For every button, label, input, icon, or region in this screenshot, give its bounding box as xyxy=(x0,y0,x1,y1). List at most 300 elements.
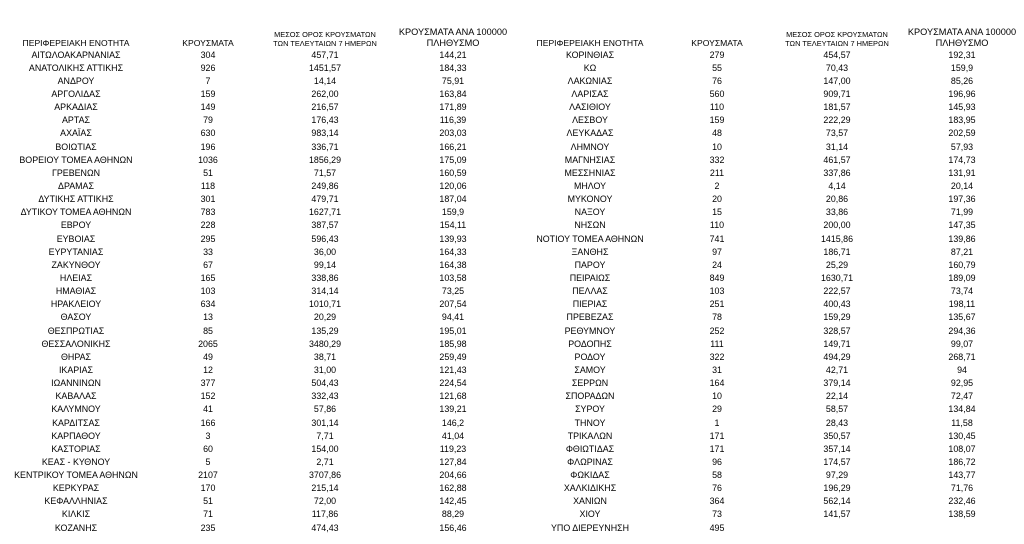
table-row xyxy=(520,390,1024,403)
avg-7-days-cell: 454,57 xyxy=(823,49,851,60)
per-100k-cell: 171,89 xyxy=(439,102,467,113)
region-cell: ΧΑΛΚΙΔΙΚΗΣ xyxy=(563,483,617,494)
avg-7-days-cell: 31,00 xyxy=(313,364,337,375)
per-100k-cell: 198,11 xyxy=(948,299,976,310)
region-cell: ΦΛΩΡΙΝΑΣ xyxy=(567,456,613,467)
per-100k-cell: 94 xyxy=(957,364,967,375)
table-row xyxy=(520,337,1024,350)
per-100k-cell: 162,88 xyxy=(439,483,467,494)
per-100k-cell: 147,35 xyxy=(948,220,976,231)
avg-7-days-cell: 479,71 xyxy=(311,194,339,205)
table-row xyxy=(520,219,1024,232)
header-per100k-line2: ΠΛΗΘΥΣΜΟ xyxy=(426,37,480,48)
region-cell: ΡΟΔΟΠΗΣ xyxy=(568,338,612,349)
region-cell: ΣΥΡΟΥ xyxy=(575,404,605,415)
avg-7-days-cell: 504,43 xyxy=(311,378,339,389)
table-row xyxy=(0,140,520,153)
avg-7-days-cell: 1010,71 xyxy=(308,299,342,310)
avg-7-days-cell: 57,86 xyxy=(313,404,337,415)
avg-7-days-cell: 42,71 xyxy=(825,364,849,375)
cases-cell: 41 xyxy=(203,404,213,415)
per-100k-cell: 116,39 xyxy=(439,115,467,126)
region-cell: ΚΕΝΤΡΙΚΟΥ ΤΟΜΕΑ ΑΘΗΝΩΝ xyxy=(14,470,138,481)
per-100k-cell: 75,91 xyxy=(441,75,465,86)
avg-7-days-cell: 562,14 xyxy=(823,496,851,507)
table-row xyxy=(520,508,1024,521)
per-100k-cell: 130,45 xyxy=(948,430,976,441)
region-cell: ΚΑΡΔΙΤΣΑΣ xyxy=(52,417,100,428)
table-row xyxy=(0,153,520,166)
region-cell: ΡΕΘΥΜΝΟΥ xyxy=(564,325,616,336)
region-cell: ΑΡΓΟΛΙΔΑΣ xyxy=(51,88,101,99)
avg-7-days-cell: 1630,71 xyxy=(820,272,854,283)
cases-cell: 110 xyxy=(709,102,725,113)
right-table-header xyxy=(520,12,1024,48)
table-row xyxy=(520,469,1024,482)
table-row xyxy=(520,258,1024,271)
region-cell: ΕΥΒΟΙΑΣ xyxy=(56,233,96,244)
table-row xyxy=(520,363,1024,376)
per-100k-cell: 121,43 xyxy=(439,364,467,375)
avg-7-days-cell: 25,29 xyxy=(825,259,849,270)
table-row xyxy=(520,442,1024,455)
header-per100k-line2: ΠΛΗΘΥΣΜΟ xyxy=(935,37,989,48)
region-cell: ΓΡΕΒΕΝΩΝ xyxy=(51,167,101,178)
per-100k-cell: 135,67 xyxy=(948,312,976,323)
avg-7-days-cell: 186,71 xyxy=(823,246,851,257)
table-row xyxy=(0,258,520,271)
avg-7-days-cell: 379,14 xyxy=(823,378,851,389)
header-avg-7-days xyxy=(774,30,900,48)
cases-cell: 3 xyxy=(205,430,211,441)
region-cell: ΗΜΑΘΙΑΣ xyxy=(55,286,97,297)
cases-cell: 377 xyxy=(200,378,216,389)
cases-cell: 301 xyxy=(200,194,216,205)
region-cell: ΜΕΣΣΗΝΙΑΣ xyxy=(564,167,616,178)
cases-cell: 51 xyxy=(203,496,213,507)
table-row xyxy=(0,193,520,206)
cases-cell: 10 xyxy=(712,391,722,402)
avg-7-days-cell: 174,57 xyxy=(823,456,851,467)
region-cell: ΧΙΟΥ xyxy=(579,509,601,520)
per-100k-cell: 139,21 xyxy=(439,404,467,415)
avg-7-days-cell: 149,71 xyxy=(823,338,851,349)
table-row xyxy=(520,429,1024,442)
avg-7-days-cell: 332,43 xyxy=(311,391,339,402)
cases-cell: 111 xyxy=(710,338,724,349)
avg-7-days-cell: 36,00 xyxy=(313,246,337,257)
per-100k-cell: 159,9 xyxy=(950,62,974,73)
cases-cell: 79 xyxy=(203,115,213,126)
table-row xyxy=(0,429,520,442)
region-cell: ΚΕΦΑΛΛΗΝΙΑΣ xyxy=(44,496,108,507)
avg-7-days-cell: 222,57 xyxy=(823,286,851,297)
region-cell: ΖΑΚΥΝΘΟΥ xyxy=(51,259,101,270)
region-cell: ΦΩΚΙΔΑΣ xyxy=(570,470,610,481)
per-100k-cell: 73,25 xyxy=(441,286,465,297)
header-cases: ΚΡΟΥΣΜΑΤΑ xyxy=(182,38,234,48)
cases-cell: 73 xyxy=(712,509,722,520)
avg-7-days-cell: 596,43 xyxy=(311,233,339,244)
header-avg-line2: ΤΩΝ ΤΕΛΕΥΤΑΙΩΝ 7 ΗΜΕΡΩΝ xyxy=(785,39,889,48)
left-table-header xyxy=(0,12,520,48)
table-row xyxy=(0,495,520,508)
cases-cell: 33 xyxy=(203,246,213,257)
region-cell: ΤΡΙΚΑΛΩΝ xyxy=(567,430,613,441)
cases-cell: 849 xyxy=(709,272,725,283)
header-region: ΠΕΡΙΦΕΡΕΙΑΚΗ ΕΝΟΤΗΤΑ xyxy=(22,38,130,48)
table-row xyxy=(0,337,520,350)
per-100k-cell: 232,46 xyxy=(948,496,976,507)
cases-cell: 322 xyxy=(709,351,725,362)
avg-7-days-cell: 1415,86 xyxy=(820,233,854,244)
region-cell: ΧΑΝΙΩΝ xyxy=(573,496,607,507)
table-row xyxy=(520,101,1024,114)
per-100k-cell: 20,14 xyxy=(950,180,974,191)
avg-7-days-cell: 141,57 xyxy=(823,509,851,520)
region-cell: ΛΑΚΩΝΙΑΣ xyxy=(567,75,613,86)
table-row xyxy=(0,232,520,245)
cases-cell: 48 xyxy=(712,128,722,139)
avg-7-days-cell: 1856,29 xyxy=(308,154,342,165)
avg-7-days-cell: 474,43 xyxy=(311,522,339,533)
table-row xyxy=(0,298,520,311)
cases-cell: 364 xyxy=(709,496,725,507)
per-100k-cell: 294,36 xyxy=(948,325,976,336)
cases-cell: 76 xyxy=(712,75,722,86)
table-row xyxy=(520,206,1024,219)
table-row xyxy=(0,442,520,455)
cases-cell: 152 xyxy=(200,391,216,402)
region-cell: ΚΑΛΥΜΝΟΥ xyxy=(51,404,101,415)
per-100k-cell: 185,98 xyxy=(439,338,467,349)
cases-cell: 741 xyxy=(709,233,725,244)
cases-cell: 60 xyxy=(203,443,213,454)
table-row xyxy=(0,403,520,416)
table-row xyxy=(520,285,1024,298)
region-cell: ΚΑΣΤΟΡΙΑΣ xyxy=(51,443,101,454)
region-cell: ΙΩΑΝΝΙΝΩΝ xyxy=(51,378,101,389)
avg-7-days-cell: 909,71 xyxy=(823,88,851,99)
per-100k-cell: 203,03 xyxy=(439,128,467,139)
region-cell: ΦΘΙΩΤΙΔΑΣ xyxy=(565,443,615,454)
per-100k-cell: 156,46 xyxy=(439,522,467,533)
avg-7-days-cell: 338,86 xyxy=(311,272,339,283)
cases-cell: 29 xyxy=(712,404,722,415)
region-cell: ΒΟΙΩΤΙΑΣ xyxy=(55,141,97,152)
per-100k-cell: 197,36 xyxy=(948,194,976,205)
table-row xyxy=(520,61,1024,74)
right-table xyxy=(520,12,1024,534)
cases-cell: 165 xyxy=(200,272,216,283)
table-row xyxy=(0,74,520,87)
per-100k-cell: 187,04 xyxy=(439,194,467,205)
per-100k-cell: 224,54 xyxy=(439,378,467,389)
region-cell: ΚΑΒΑΛΑΣ xyxy=(55,391,97,402)
table-row xyxy=(520,416,1024,429)
per-100k-cell: 108,07 xyxy=(948,443,976,454)
table-row xyxy=(0,61,520,74)
region-cell: ΛΗΜΝΟΥ xyxy=(570,141,610,152)
cases-cell: 1 xyxy=(714,417,720,428)
per-100k-cell: 94,41 xyxy=(441,312,465,323)
region-cell: ΑΡΚΑΔΙΑΣ xyxy=(54,102,98,113)
table-row xyxy=(0,206,520,219)
per-100k-cell: 138,59 xyxy=(948,509,976,520)
region-cell: ΘΑΣΟΥ xyxy=(60,312,92,323)
cases-cell: 31 xyxy=(712,364,722,375)
table-row xyxy=(0,166,520,179)
avg-7-days-cell: 135,29 xyxy=(311,325,339,336)
cases-cell: 196 xyxy=(200,141,216,152)
per-100k-cell: 120,06 xyxy=(439,180,467,191)
avg-7-days-cell: 461,57 xyxy=(823,154,851,165)
table-row xyxy=(0,101,520,114)
cases-cell: 170 xyxy=(200,483,216,494)
per-100k-cell: 202,59 xyxy=(948,128,976,139)
table-row xyxy=(0,285,520,298)
per-100k-cell: 163,84 xyxy=(439,88,467,99)
region-cell: ΑΡΤΑΣ xyxy=(61,115,90,126)
region-cell: ΠΑΡΟΥ xyxy=(574,259,606,270)
table-row xyxy=(0,521,520,534)
table-row xyxy=(0,482,520,495)
avg-7-days-cell: 28,43 xyxy=(825,417,849,428)
region-cell: ΠΙΕΡΙΑΣ xyxy=(572,299,608,310)
per-100k-cell: 192,31 xyxy=(948,49,976,60)
avg-7-days-cell: 71,57 xyxy=(313,167,337,178)
avg-7-days-cell: 20,29 xyxy=(313,312,337,323)
header-region: ΠΕΡΙΦΕΡΕΙΑΚΗ ΕΝΟΤΗΤΑ xyxy=(536,38,644,48)
header-per-100k xyxy=(900,27,1024,48)
avg-7-days-cell: 457,71 xyxy=(311,49,339,60)
avg-7-days-cell: 99,14 xyxy=(313,259,337,270)
per-100k-cell: 154,11 xyxy=(439,220,467,231)
table-row xyxy=(0,87,520,100)
avg-7-days-cell: 159,29 xyxy=(823,312,851,323)
per-100k-cell: 103,58 xyxy=(439,272,467,283)
region-cell: ΤΗΝΟΥ xyxy=(574,417,606,428)
per-100k-cell: 92,95 xyxy=(950,378,974,389)
region-cell: ΣΠΟΡΑΔΩΝ xyxy=(565,391,615,402)
avg-7-days-cell: 154,00 xyxy=(311,443,339,454)
per-100k-cell: 164,33 xyxy=(439,246,467,257)
region-cell: ΑΝΑΤΟΛΙΚΗΣ ΑΤΤΙΚΗΣ xyxy=(28,62,124,73)
region-cell: ΛΑΣΙΘΙΟΥ xyxy=(569,102,611,113)
cases-cell: 149 xyxy=(200,102,216,113)
avg-7-days-cell: 4,14 xyxy=(828,180,846,191)
region-cell: ΗΛΕΙΑΣ xyxy=(59,272,93,283)
avg-7-days-cell: 336,71 xyxy=(311,141,339,152)
per-100k-cell: 73,74 xyxy=(950,286,974,297)
table-row xyxy=(520,350,1024,363)
cases-cell: 13 xyxy=(203,312,213,323)
table-row xyxy=(520,482,1024,495)
table-row xyxy=(0,271,520,284)
per-100k-cell: 175,09 xyxy=(439,154,467,165)
table-row xyxy=(520,377,1024,390)
cases-cell: 51 xyxy=(203,167,213,178)
per-100k-cell: 146,2 xyxy=(441,417,465,428)
avg-7-days-cell: 314,14 xyxy=(311,286,339,297)
cases-cell: 560 xyxy=(709,88,725,99)
region-cell: ΚΩ xyxy=(583,62,597,73)
table-row xyxy=(520,232,1024,245)
region-cell: ΑΧΑΪΑΣ xyxy=(60,128,92,139)
per-100k-cell: 145,93 xyxy=(948,102,976,113)
avg-7-days-cell: 983,14 xyxy=(311,128,339,139)
region-cell: ΚΕΡΚΥΡΑΣ xyxy=(52,483,100,494)
per-100k-cell: 41,04 xyxy=(441,430,465,441)
table-row xyxy=(520,193,1024,206)
per-100k-cell: 204,66 xyxy=(439,470,467,481)
region-cell: ΘΕΣΣΑΛΟΝΙΚΗΣ xyxy=(41,338,111,349)
table-row xyxy=(520,324,1024,337)
cases-cell: 110 xyxy=(709,220,725,231)
table-row xyxy=(0,311,520,324)
avg-7-days-cell: 117,86 xyxy=(311,509,339,520)
per-100k-cell: 183,95 xyxy=(948,115,976,126)
cases-cell: 2 xyxy=(714,180,720,191)
region-cell: ΔΡΑΜΑΣ xyxy=(58,180,94,191)
cases-cell: 159 xyxy=(200,88,216,99)
header-avg-line2: ΤΩΝ ΤΕΛΕΥΤΑΙΩΝ 7 ΗΜΕΡΩΝ xyxy=(273,39,377,48)
per-100k-cell: 196,96 xyxy=(948,88,976,99)
cases-cell: 630 xyxy=(200,128,216,139)
left-table xyxy=(0,12,520,534)
region-cell: ΝΑΞΟΥ xyxy=(574,207,606,218)
per-100k-cell: 121,68 xyxy=(439,391,467,402)
region-cell: ΣΑΜΟΥ xyxy=(574,364,606,375)
cases-cell: 5 xyxy=(205,456,211,467)
avg-7-days-cell: 1451,57 xyxy=(308,62,342,73)
cases-cell: 171 xyxy=(709,443,725,454)
cases-cell: 76 xyxy=(712,483,722,494)
table-row xyxy=(520,166,1024,179)
cases-cell: 85 xyxy=(203,325,213,336)
per-100k-cell: 143,77 xyxy=(948,470,976,481)
per-100k-cell: 99,07 xyxy=(950,338,974,349)
table-row xyxy=(520,127,1024,140)
region-cell: ΣΕΡΡΩΝ xyxy=(571,378,609,389)
cases-cell: 97 xyxy=(712,246,722,257)
cases-cell: 251 xyxy=(709,299,725,310)
table-row xyxy=(0,219,520,232)
header-avg-line1: ΜΕΣΟΣ ΟΡΟΣ ΚΡΟΥΣΜΑΤΩΝ xyxy=(274,30,376,39)
header-cases: ΚΡΟΥΣΜΑΤΑ xyxy=(691,38,743,48)
region-cell: ΚΑΡΠΑΘΟΥ xyxy=(51,430,101,441)
per-100k-cell: 88,29 xyxy=(441,509,465,520)
table-row xyxy=(0,324,520,337)
cases-cell: 166 xyxy=(200,417,216,428)
per-100k-cell: 139,86 xyxy=(948,233,976,244)
header-per-100k xyxy=(386,27,520,48)
per-100k-cell: 207,54 xyxy=(439,299,467,310)
cases-cell: 103 xyxy=(200,286,216,297)
region-cell: ΜΗΛΟΥ xyxy=(573,180,607,191)
avg-7-days-cell: 350,57 xyxy=(823,430,851,441)
cases-cell: 1036 xyxy=(198,154,218,165)
avg-7-days-cell: 58,57 xyxy=(825,404,849,415)
region-cell: ΛΕΣΒΟΥ xyxy=(572,115,608,126)
cases-cell: 103 xyxy=(709,286,725,297)
cases-cell: 159 xyxy=(709,115,725,126)
avg-7-days-cell: 387,57 xyxy=(311,220,339,231)
cases-cell: 634 xyxy=(200,299,216,310)
table-row xyxy=(0,469,520,482)
avg-7-days-cell: 38,71 xyxy=(313,351,337,362)
table-row xyxy=(520,455,1024,468)
table-row xyxy=(0,508,520,521)
avg-7-days-cell: 196,29 xyxy=(823,483,851,494)
region-cell: ΔΥΤΙΚΟΥ ΤΟΜΕΑ ΑΘΗΝΩΝ xyxy=(20,207,132,218)
cases-cell: 58 xyxy=(712,470,722,481)
per-100k-cell: 189,09 xyxy=(948,272,976,283)
avg-7-days-cell: 97,29 xyxy=(825,470,849,481)
left-table-body xyxy=(0,48,520,534)
avg-7-days-cell: 31,14 xyxy=(825,141,849,152)
header-avg-line1: ΜΕΣΟΣ ΟΡΟΣ ΚΡΟΥΣΜΑΤΩΝ xyxy=(786,30,888,39)
per-100k-cell: 131,91 xyxy=(948,167,976,178)
cases-cell: 20 xyxy=(712,194,722,205)
avg-7-days-cell: 262,00 xyxy=(311,88,339,99)
cases-cell: 235 xyxy=(200,522,216,533)
per-100k-cell: 134,84 xyxy=(948,404,976,415)
table-row xyxy=(520,403,1024,416)
table-row xyxy=(520,74,1024,87)
avg-7-days-cell: 2,71 xyxy=(316,456,334,467)
region-cell: ΚΕΑΣ - ΚΥΘΝΟΥ xyxy=(41,456,111,467)
cases-cell: 2107 xyxy=(198,470,218,481)
table-row xyxy=(520,114,1024,127)
header-per100k-line1: ΚΡΟΥΣΜΑΤΑ ΑΝΑ 100000 xyxy=(398,27,508,37)
region-cell: ΘΗΡΑΣ xyxy=(61,351,91,362)
table-row xyxy=(0,179,520,192)
per-100k-cell: 268,71 xyxy=(948,351,976,362)
region-cell: ΑΝΔΡΟΥ xyxy=(57,75,95,86)
cases-cell: 67 xyxy=(203,259,213,270)
cases-cell: 12 xyxy=(203,364,213,375)
cases-cell: 164 xyxy=(709,378,725,389)
header-per100k-line1: ΚΡΟΥΣΜΑΤΑ ΑΝΑ 100000 xyxy=(907,27,1017,37)
region-cell: ΕΥΡΥΤΑΝΙΑΣ xyxy=(48,246,104,257)
region-cell: ΜΑΓΝΗΣΙΑΣ xyxy=(564,154,616,165)
per-100k-cell: 144,21 xyxy=(439,49,467,60)
table-row xyxy=(520,298,1024,311)
avg-7-days-cell: 3707,86 xyxy=(308,470,342,481)
table-row xyxy=(0,350,520,363)
table-row xyxy=(520,271,1024,284)
region-cell: ΛΕΥΚΑΔΑΣ xyxy=(566,128,614,139)
per-100k-cell: 159,9 xyxy=(441,207,465,218)
region-cell: ΜΥΚΟΝΟΥ xyxy=(567,194,613,205)
per-100k-cell: 57,93 xyxy=(950,141,974,152)
region-cell: ΒΟΡΕΙΟΥ ΤΟΜΕΑ ΑΘΗΝΩΝ xyxy=(19,154,133,165)
avg-7-days-cell: 357,14 xyxy=(823,443,851,454)
cases-cell: 2065 xyxy=(198,338,218,349)
per-100k-cell: 87,21 xyxy=(950,246,974,257)
per-100k-cell: 195,01 xyxy=(439,325,467,336)
cases-cell: 78 xyxy=(712,312,722,323)
table-row xyxy=(0,48,520,61)
region-cell: ΕΒΡΟΥ xyxy=(60,220,92,231)
per-100k-cell: 186,72 xyxy=(948,456,976,467)
cases-cell: 118 xyxy=(200,180,216,191)
avg-7-days-cell: 181,57 xyxy=(823,102,851,113)
cases-cell: 49 xyxy=(203,351,213,362)
table-row xyxy=(520,179,1024,192)
table-row xyxy=(520,245,1024,258)
